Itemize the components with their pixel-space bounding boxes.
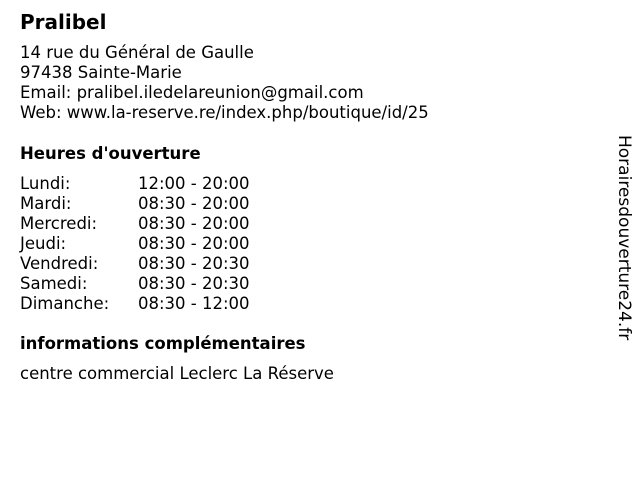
hours-row-mercredi [20,214,280,234]
day-label: Dimanche: [20,294,110,313]
day-label: Mercredi: [20,214,98,233]
time-range: 08:30 - 20:00 [138,194,250,213]
web-line: Web: www.la-reserve.re/index.php/boutique/id/25 [20,103,429,122]
email-line: Email: pralibel.iledelareunion@gmail.com [20,83,364,102]
store-contact-block [20,43,429,123]
hours-row-jeudi [20,234,280,254]
address-line-1: 14 rue du Général de Gaulle [20,43,254,62]
day-label: Samedi: [20,274,88,293]
day-label: Jeudi: [20,234,67,253]
hours-table [20,174,280,314]
hours-row-vendredi [20,254,280,274]
hours-row-mardi [20,194,280,214]
hours-title: Heures d'ouverture [20,144,201,163]
store-name: Pralibel [20,10,107,34]
extra-info-title: informations complémentaires [20,334,306,353]
watermark [612,135,636,375]
hours-row-lundi [20,174,280,194]
day-label: Lundi: [20,174,71,193]
hours-row-samedi [20,274,280,294]
time-range: 08:30 - 12:00 [138,294,250,313]
extra-info-text: centre commercial Leclerc La Réserve [20,364,334,383]
hours-row-dimanche [20,294,280,314]
time-range: 08:30 - 20:30 [138,254,250,273]
watermark-text: Horairesdouverture24.fr [614,135,634,341]
address-line-2: 97438 Sainte-Marie [20,63,182,82]
time-range: 08:30 - 20:00 [138,214,250,233]
time-range: 08:30 - 20:30 [138,274,250,293]
day-label: Mardi: [20,194,72,213]
time-range: 08:30 - 20:00 [138,234,250,253]
time-range: 12:00 - 20:00 [138,174,250,193]
day-label: Vendredi: [20,254,99,273]
